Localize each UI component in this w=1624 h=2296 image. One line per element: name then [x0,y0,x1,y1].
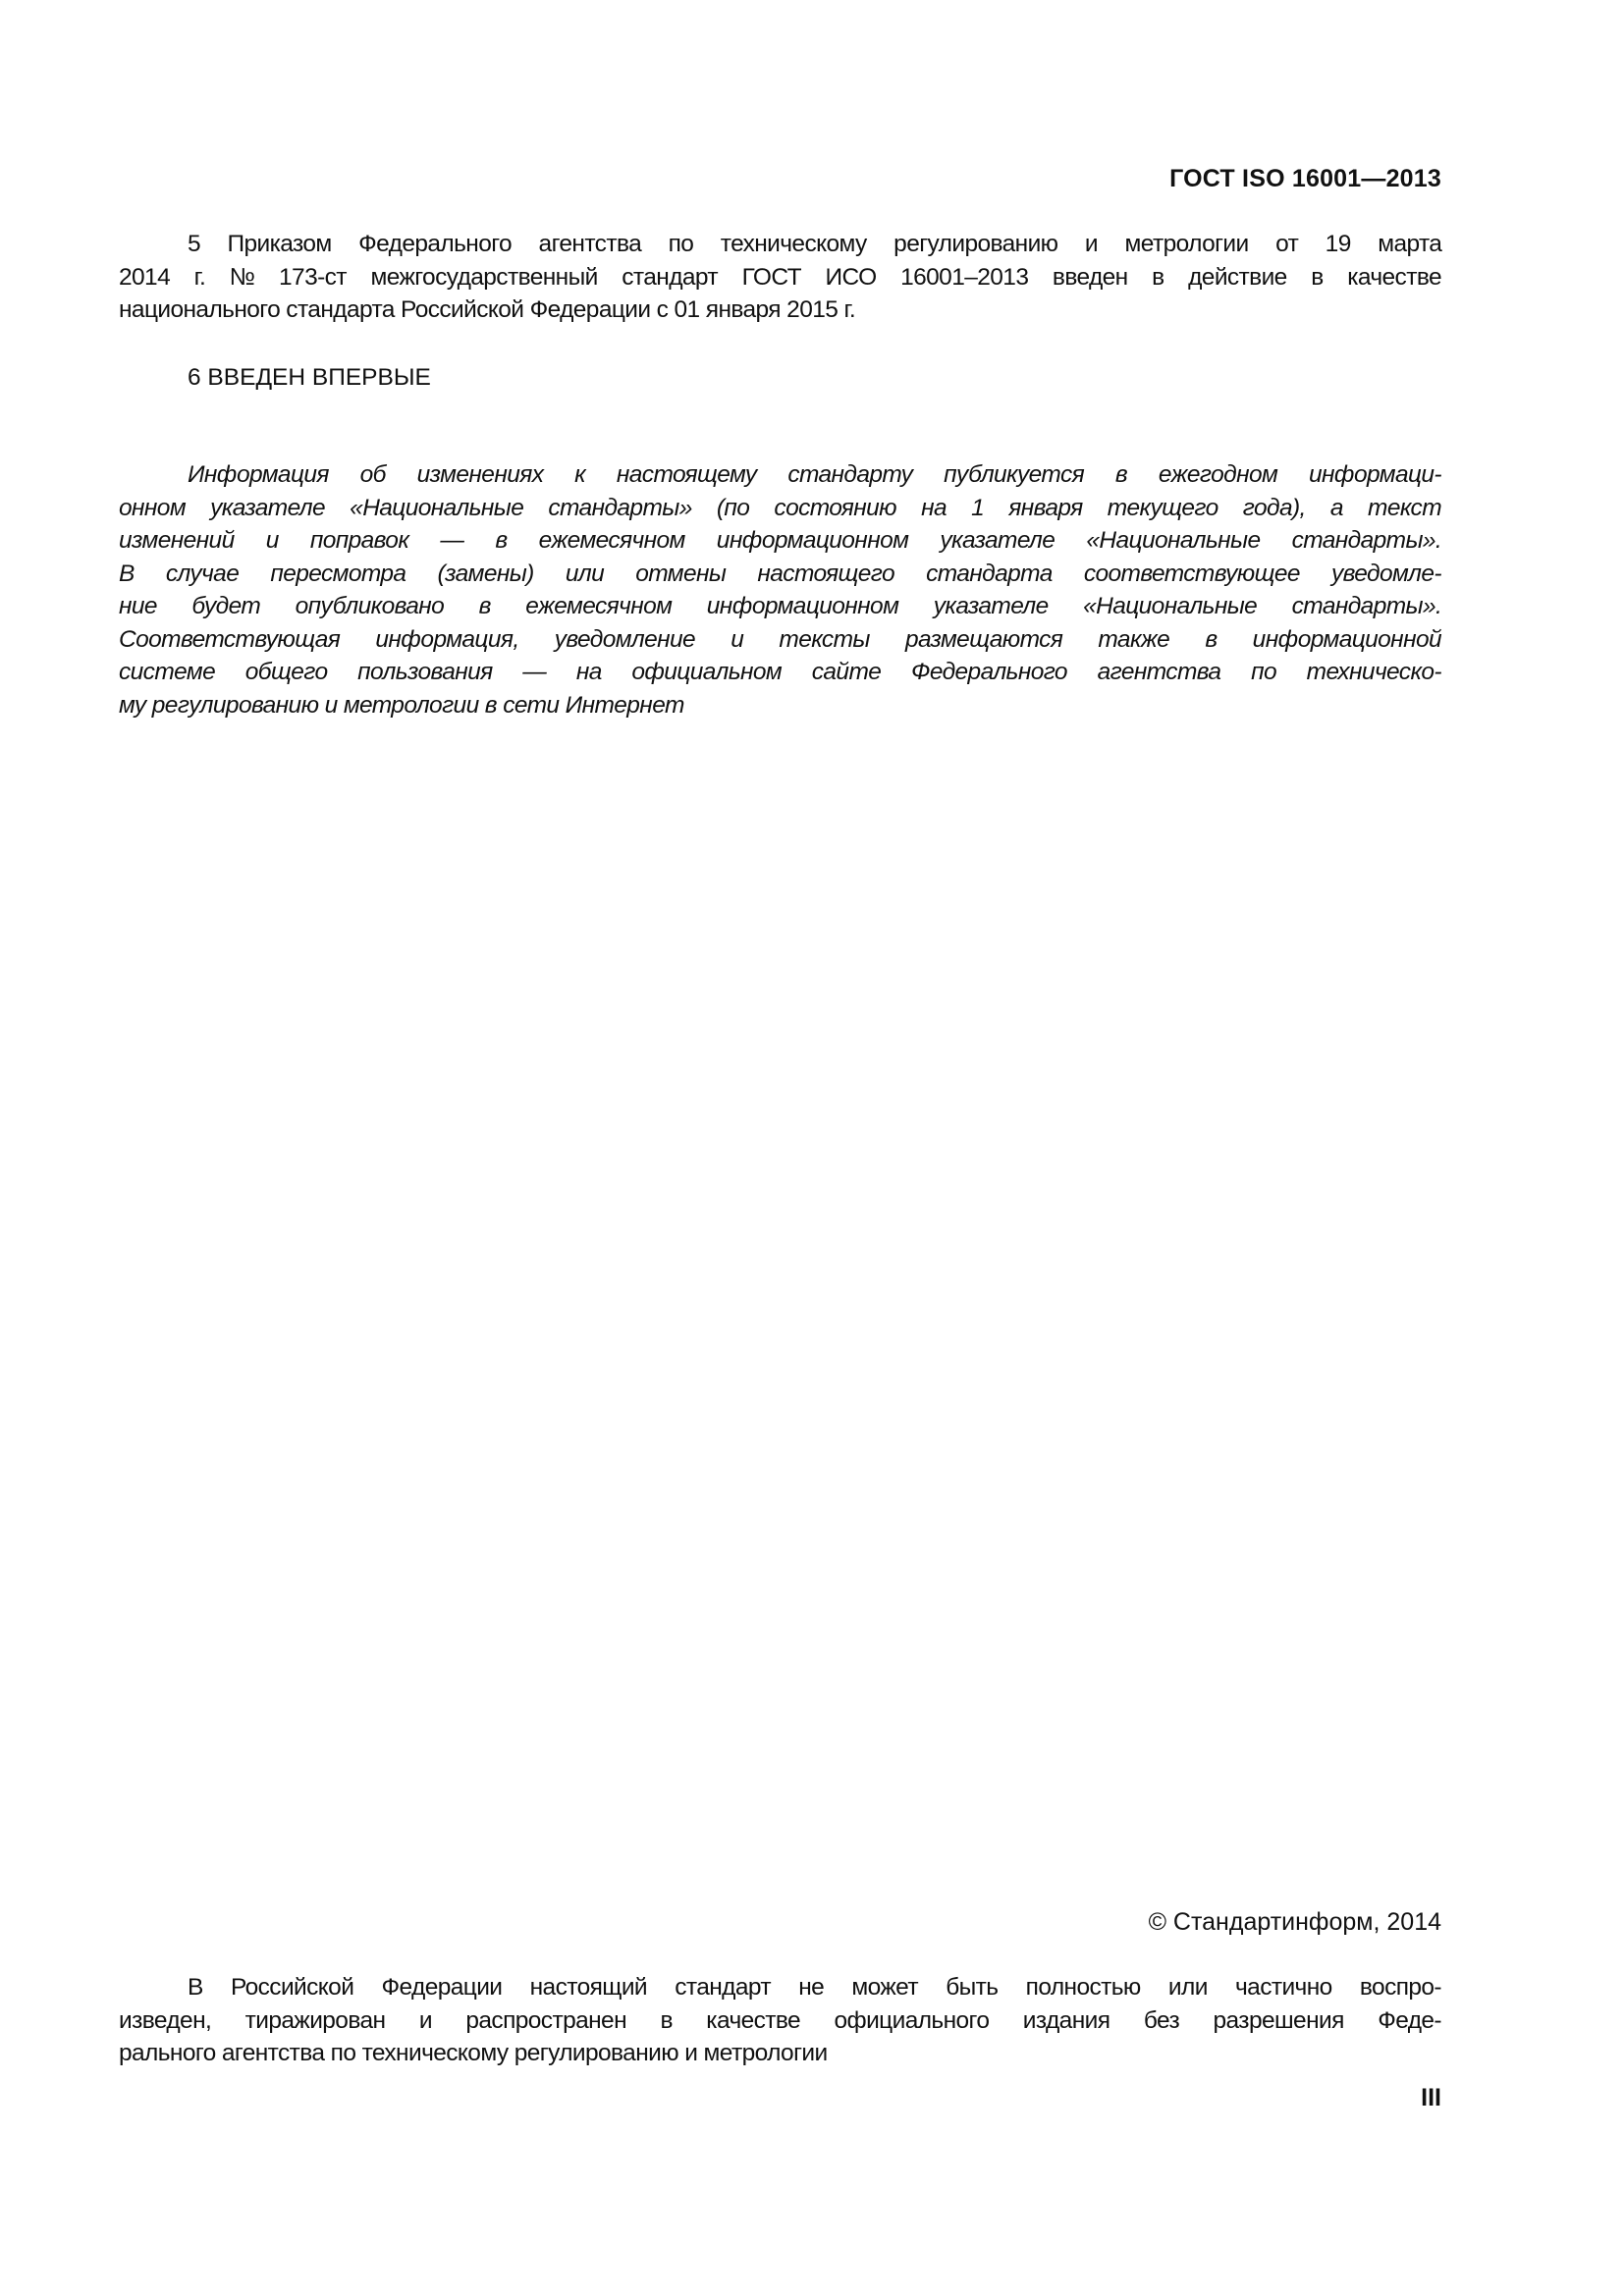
paragraph-line: изменений и поправок — в ежемесячном информационном указателе «Национальные стандарты». [119,527,1442,554]
reproduction-notice-paragraph [119,1971,1441,2070]
paragraph-line: системе общего пользования — на официальном сайте Федерального агентства по техническо- [119,659,1441,685]
paragraph-line: онном указателе «Национальные стандарты» (по состоянию на 1 января текущего года), а текст [119,494,1442,521]
paragraph-line: ние будет опубликовано в ежемесячном информационном указателе «Национальные стандарты». [119,593,1442,619]
standard-code-header: ГОСТ ISO 16001—2013 [1169,165,1441,192]
paragraph-line: рального агентства по техническому регулированию и метрологии [119,2040,828,2066]
paragraph-line: Информация об изменениях к настоящему стандарту публикуется в ежегодном информаци- [188,461,1441,488]
paragraph-line: Соответствующая информация, уведомление и тексты размещаются также в информационной [119,625,1441,653]
item-5-paragraph [119,228,1441,327]
page-number: III [1421,2084,1441,2111]
item-6-paragraph [119,361,1441,395]
paragraph-line: му регулированию и метрологии в сети Интернет [119,691,684,719]
amendments-info-paragraph [119,458,1441,721]
paragraph-line: изведен, тиражирован и распространен в качестве официального издания без разрешения Феде- [119,2006,1441,2034]
copyright-notice: © Стандартинформ, 2014 [1148,1908,1441,1936]
paragraph-line: национального стандарта Российской Федерации с 01 января 2015 г. [119,296,856,323]
paragraph-line: 5 Приказом Федерального агентства по техническому регулированию и метрологии от 19 марта [188,231,1442,257]
paragraph-line: 6 ВВЕДЕН ВПЕРВЫЕ [188,364,431,391]
paragraph-line: В Российской Федерации настоящий стандарт не может быть полностью или частично воспро- [188,1974,1441,2001]
paragraph-line: В случае пересмотра (замены) или отмены настоящего стандарта соответствующее уведомле- [119,560,1441,587]
paragraph-line: 2014 г. № 173-ст межгосударственный стандарт ГОСТ ИСО 16001–2013 введен в действие в качестве [119,263,1441,291]
